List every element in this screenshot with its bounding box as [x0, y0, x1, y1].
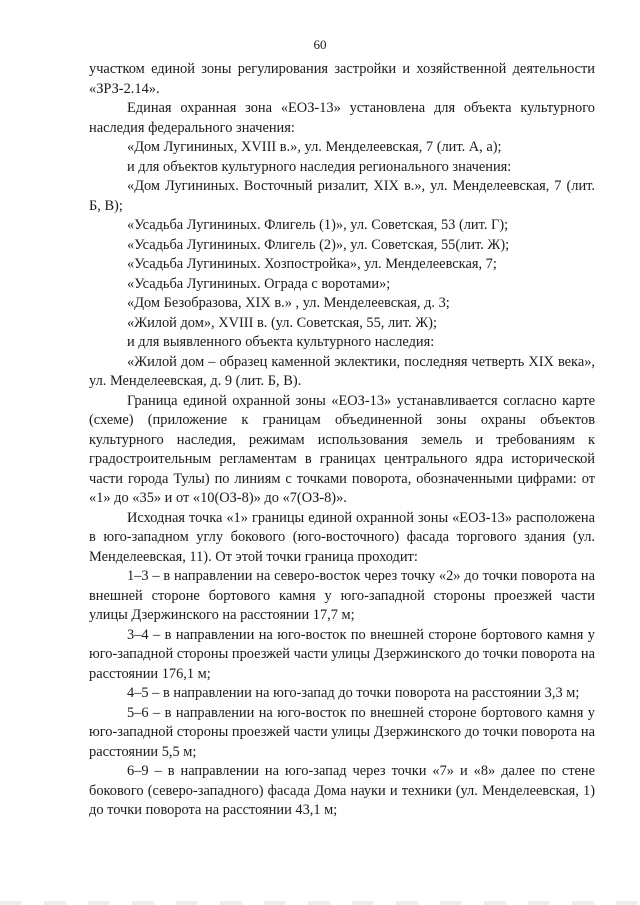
paragraph: «Жилой дом – образец каменной эклектики, последняя четверть XIX века», ул. Менделеевская, д. 9 (лит. Б, В).	[89, 353, 595, 389]
paragraph: «Дом Лугининых, XVIII в.», ул. Менделеевская, 7 (лит. А, а);	[127, 139, 502, 155]
paragraph: 3–4 – в направлении на юго-восток по внешней стороне бортового камня у юго-западной стороны проезжей части улицы Дзержинского до точки поворота на расстоянии 176,1 м;	[89, 626, 595, 682]
paragraph: и для объектов культурного наследия регионального значения:	[127, 158, 512, 175]
paragraph: Исходная точка «1» границы единой охранной зоны «ЕОЗ-13» расположена в юго-западном углу бокового (юго-восточного) фасада торгового здания (ул. Менделеевская, 11). От этой точки граница проходит:	[89, 509, 595, 565]
document-body	[89, 60, 595, 821]
paragraph: 4–5 – в направлении на юго-запад до точки поворота на расстоянии 3,3 м;	[127, 685, 580, 701]
paragraph: Единая охранная зона «ЕОЗ-13» установлена для объекта культурного наследия федерального значения:	[89, 100, 595, 136]
paragraph: участком единой зоны регулирования застройки и хозяйственной деятельности «ЗРЗ-2.14».	[89, 61, 595, 97]
paragraph: и для выявленного объекта культурного наследия:	[127, 334, 435, 350]
paragraph: 1–3 – в направлении на северо-восток через точку «2» до точки поворота на внешней стороне бортового камня у юго-западной стороны проезжей части улицы Дзержинского на расстоянии 17,7 м;	[89, 568, 595, 623]
paragraph: 5–6 – в направлении на юго-восток по внешней стороне бортового камня у юго-западной стороны проезжей части улицы Дзержинского до точки поворота на расстоянии 5,5 м;	[89, 704, 595, 760]
paragraph: «Усадьба Лугининых. Хозпостройка», ул. Менделеевская, 7;	[127, 256, 497, 272]
paragraph: Граница единой охранной зоны «ЕОЗ-13» устанавливается согласно карте (схеме) (приложение к границам объединенной зоны охраны объектов культурного наследия, режимам использования земель и требованиям к градостроительным регламентам в границах центрального ядра исторической части города Тулы) по линиям с точками поворота, обозначенными цифрами: от «1» до «35» и от «10(ОЗ-8)» до «7(ОЗ-8)».	[89, 392, 595, 506]
page-number: 60	[313, 37, 327, 52]
paragraph: «Усадьба Лугининых. Флигель (1)», ул. Советская, 53 (лит. Г);	[127, 217, 509, 233]
paragraph: «Усадьба Лугининых. Флигель (2)», ул. Советская, 55(лит. Ж);	[127, 236, 510, 253]
paragraph: 6–9 – в направлении на юго-запад через точки «7» и «8» далее по стене бокового (северо-западного) фасада Дома науки и техники (ул. Менделеевская, 1) до точки поворота на расстоянии 43,1 м;	[89, 763, 595, 818]
scan-edge-artifact	[0, 901, 640, 905]
paragraph: «Жилой дом», XVIII в. (ул. Советская, 55, лит. Ж);	[127, 314, 437, 331]
paragraph: «Дом Безобразова, XIX в.» , ул. Менделеевская, д. 3;	[127, 295, 450, 311]
paragraph: «Усадьба Лугининых. Ограда с воротами»;	[127, 275, 391, 292]
paragraph: «Дом Лугининых. Восточный ризалит, XIX в.», ул. Менделеевская, 7 (лит. Б, В);	[89, 178, 595, 214]
